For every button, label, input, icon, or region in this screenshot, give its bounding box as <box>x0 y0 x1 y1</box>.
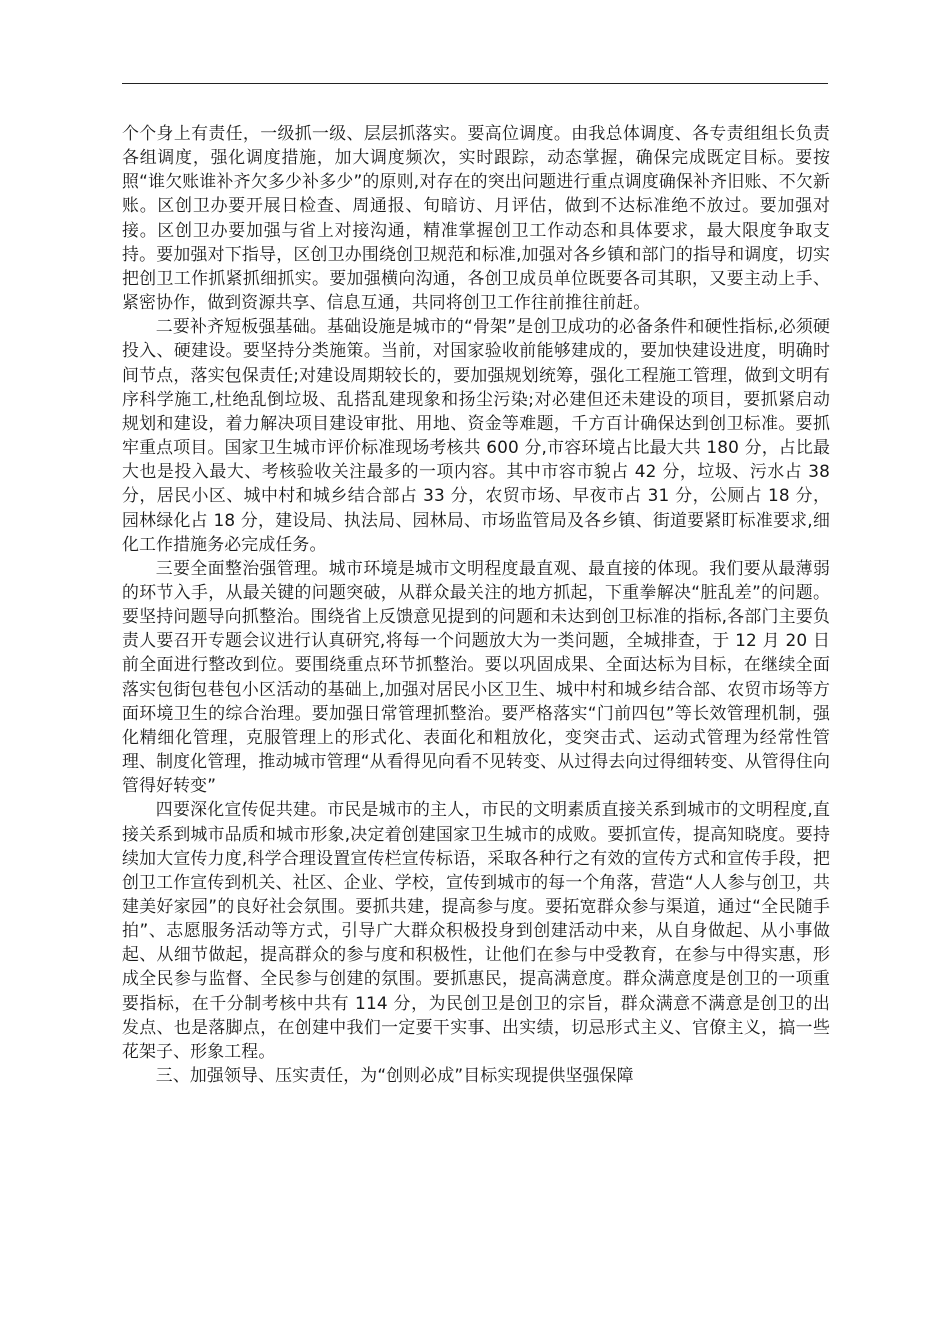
document-body <box>122 121 830 1087</box>
paragraph-section-2: 二要补齐短板强基础。基础设施是城市的“骨架”是创卫成功的必备条件和硬性指标,必须硬投入、硬建设。要坚持分类施策。当前，对国家验收前能够建成的，要加快建设进度，明确时间节点，落实包保责任;对建设周期较长的，要加强规划统筹，强化工程施工管理，做到文明有序科学施工,杜绝乱倒垃圾、乱搭乱建现象和扬尘污染;对必建但还未建设的项目，要抓紧启动规划和建设，着力解决项目建设审批、用地、资金等难题，千方百计确保达到创卫标准。要抓牢重点项目。国家卫生城市评价标准现场考核共 600 分,市容环境占比最大共 180 分，占比最大也是投入最大、考核验收关注最多的一项内容。其中市容市貌占 42 分，垃圾、污水占 38 分，居民小区、城中村和城乡结合部占 33 分，农贸市场、早夜市占 31 分，公厕占 18 分，园林绿化占 18 分，建设局、执法局、园林局、市场监管局及各乡镇、街道要紧盯标准要求,细化工作措施务必完成任务。 <box>122 316 830 554</box>
paragraph-continuation: 个个身上有责任，一级抓一级、层层抓落实。要高位调度。由我总体调度、各专责组组长负责各组调度，强化调度措施，加大调度频次，实时跟踪，动态掌握，确保完成既定目标。要按照“谁欠账谁补齐欠多少补多少”的原则,对存在的突出问题进行重点调度确保补齐旧账、不欠新账。区创卫办要开展日检查、周通报、旬暗访、月评估，做到不达标准绝不放过。要加强对接。区创卫办要加强与省上对接沟通，精准掌握创卫工作动态和具体要求，最大限度争取支持。要加强对下指导，区创卫办围绕创卫规范和标准,加强对各乡镇和部门的指导和调度，切实把创卫工作抓紧抓细抓实。要加强横向沟通，各创卫成员单位既要各司其职，又要主动上手、紧密协作，做到资源共享、信息互通，共同将创卫工作往前推往前赶。 <box>122 123 830 313</box>
header-rule <box>122 83 828 84</box>
section-heading: 三、加强领导、压实责任，为“创则必成”目标实现提供坚强保障 <box>155 1065 634 1086</box>
paragraph-section-4: 四要深化宣传促共建。市民是城市的主人，市民的文明素质直接关系到城市的文明程度,直接关系到城市品质和城市形象,决定着创建国家卫生城市的成败。要抓宣传，提高知晓度。要持续加大宣传力度,科学合理设置宣传栏宣传标语，采取各种行之有效的宣传方式和宣传手段，把创卫工作宣传到机关、社区、企业、学校，宣传到城市的每一个角落，营造“人人参与创卫，共建美好家园”的良好社会氛围。要抓共建，提高参与度。要拓宽群众参与渠道，通过“全民随手拍”、志愿服务活动等方式，引导广大群众积极投身到创建活动中来，从自身做起、从小事做起、从细节做起，提高群众的参与度和积极性，让他们在参与中受教育，在参与中得实惠，形成全民参与监督、全民参与创建的氛围。要抓惠民，提高满意度。群众满意度是创卫的一项重要指标，在千分制考核中共有 114 分，为民创卫是创卫的宗旨，群众满意不满意是创卫的出发点、也是落脚点，在创建中我们一定要干实事、出实绩，切忌形式主义、官僚主义，搞一些花架子、形象工程。 <box>122 799 830 1061</box>
paragraph-section-3: 三要全面整治强管理。城市环境是城市文明程度最直观、最直接的体现。我们要从最薄弱的环节入手，从最关键的问题突破，从群众最关注的地方抓起，下重拳解决“脏乱差”的问题。要坚持问题导向抓整治。围绕省上反馈意见提到的问题和未达到创卫标准的指标,各部门主要负责人要召开专题会议进行认真研究,将每一个问题放大为一类问题，全城排查，于 12 月 20 日前全面进行整改到位。要围绕重点环节抓整治。要以巩固成果、全面达标为目标，在继续全面落实包街包巷包小区活动的基础上,加强对居民小区卫生、城中村和城乡结合部、农贸市场等方面环境卫生的综合治理。要加强日常管理抓整治。要严格落实“门前四包”等长效管理机制，强化精细化管理，克服管理上的形式化、表面化和粗放化，变突击式、运动式管理为经常性管理、制度化管理，推动城市管理“从看得见向看不见转变、从过得去向过得细转变、从管得住向管得好转变” <box>122 557 830 796</box>
